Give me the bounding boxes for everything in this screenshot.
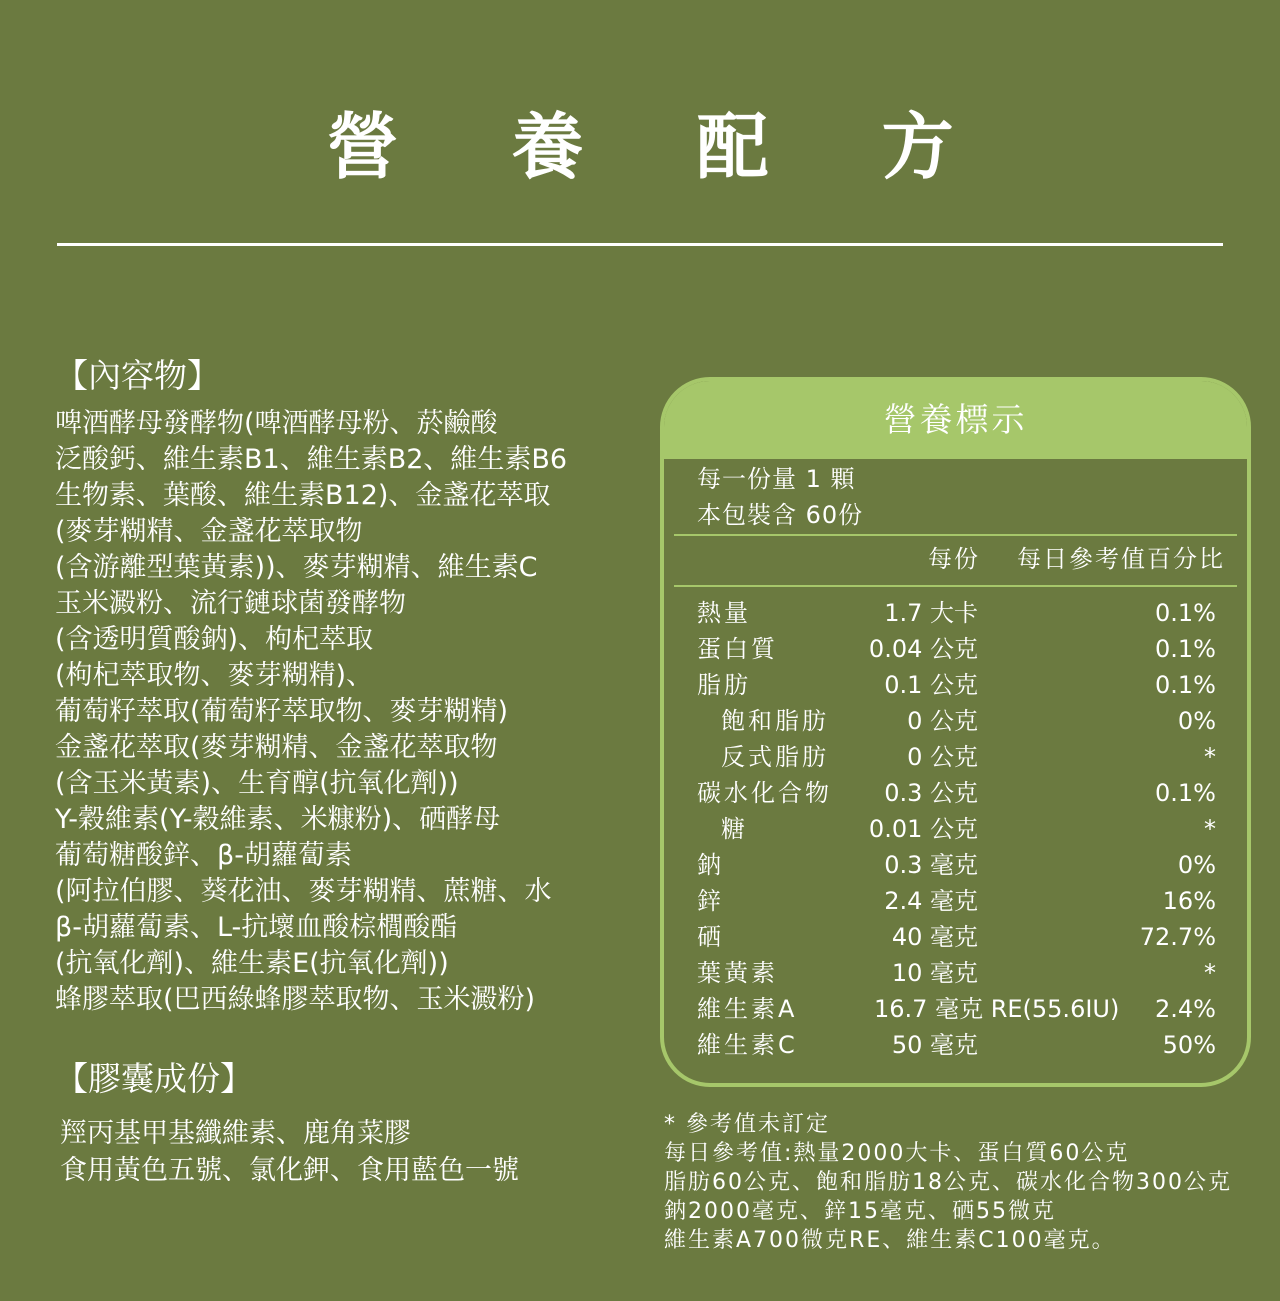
- daily-value-percent: 50%: [1162, 1031, 1216, 1059]
- nutrient-name: 飽和脂肪: [721, 707, 829, 735]
- nutrient-name: 維生素C: [697, 1031, 798, 1059]
- daily-value-percent: 0.1%: [1155, 779, 1216, 807]
- serving-size: 每一份量 1 顆: [697, 465, 856, 493]
- col-per-serving: 每份: [928, 545, 980, 573]
- page-title: 營 養 配 方: [326, 105, 998, 189]
- daily-value-percent: 0.1%: [1155, 671, 1216, 699]
- panel-divider-top: [674, 534, 1237, 536]
- per-serving-value: 2.4 毫克: [884, 887, 978, 915]
- nutrient-name: 維生素A: [697, 995, 798, 1023]
- per-serving-value: 50 毫克: [891, 1031, 978, 1059]
- nutrient-name: 葉黃素: [697, 959, 778, 987]
- nutrient-name: 熱量: [697, 599, 751, 627]
- nutrition-rows: [664, 595, 1247, 1063]
- nutrition-panel: [660, 377, 1251, 1087]
- daily-value-percent: 0%: [1177, 851, 1216, 879]
- nutrient-name: 脂肪: [697, 671, 751, 699]
- nutrition-row: [664, 811, 1247, 847]
- daily-value-percent: 0.1%: [1155, 599, 1216, 627]
- servings-per-package: 本包裝含 60份: [697, 501, 864, 529]
- nutrient-name: 蛋白質: [697, 635, 778, 663]
- per-serving-value: 0.1 公克: [884, 671, 978, 699]
- nutrition-row: [664, 703, 1247, 739]
- nutrient-name: 碳水化合物: [697, 779, 832, 807]
- daily-value-percent: *: [1204, 815, 1216, 843]
- daily-value-percent: *: [1204, 743, 1216, 771]
- daily-value-percent: 72.7%: [1139, 923, 1216, 951]
- daily-value-percent: 0%: [1177, 707, 1216, 735]
- per-serving-value: 0 公克: [907, 743, 978, 771]
- per-serving-value: 16.7 毫克 RE(55.6IU): [874, 995, 1120, 1023]
- contents-heading: 【內容物】: [55, 356, 220, 395]
- nutrition-row: [664, 1027, 1247, 1063]
- nutrition-row: [664, 991, 1247, 1027]
- nutrient-name: 鈉: [697, 851, 724, 879]
- nutrition-panel-header: 營養標示: [664, 381, 1247, 459]
- per-serving-value: 0 公克: [907, 707, 978, 735]
- daily-value-percent: 2.4%: [1155, 995, 1216, 1023]
- nutrient-name: 硒: [697, 923, 724, 951]
- nutrition-row: [664, 847, 1247, 883]
- nutrition-row: [664, 919, 1247, 955]
- nutrition-row: [664, 775, 1247, 811]
- panel-divider-bottom: [674, 585, 1237, 587]
- col-daily-value: 每日參考值百分比: [1017, 545, 1225, 573]
- per-serving-value: 40 毫克: [891, 923, 978, 951]
- nutrition-row: [664, 631, 1247, 667]
- per-serving-value: 1.7 大卡: [884, 599, 978, 627]
- per-serving-value: 10 毫克: [891, 959, 978, 987]
- capsule-heading: 【膠囊成份】: [55, 1059, 253, 1098]
- per-serving-value: 0.01 公克: [868, 815, 978, 843]
- serving-info: [697, 461, 863, 533]
- nutrition-row: [664, 595, 1247, 631]
- daily-value-percent: 16%: [1162, 887, 1216, 915]
- per-serving-value: 0.3 公克: [884, 779, 978, 807]
- nutrient-name: 糖: [721, 815, 748, 843]
- nutrient-name: 反式脂肪: [721, 743, 829, 771]
- title-divider: [57, 243, 1223, 246]
- per-serving-value: 0.3 毫克: [884, 851, 978, 879]
- nutrition-row: [664, 667, 1247, 703]
- contents-text: 啤酒酵母發酵物(啤酒酵母粉、菸鹼酸 泛酸鈣、維生素B1、維生素B2、維生素B6 生物素、葉酸、維生素B12)、金盞花萃取 (麥芽糊精、金盞花萃取物 (含游離型葉黃素))、麥芽糊精、維生素C 玉米澱粉、流行鏈球菌發酵物 (含透明質酸鈉)、枸杞萃取 (枸杞萃取物、麥芽糊精)、 葡萄籽萃取(葡萄籽萃取物、麥芽糊精) 金盞花萃取(麥芽糊精、金盞花萃取物 (含玉米黃素)、生育醇(抗氧化劑)) Y-穀維素(Y-穀維素、米糠粉)、硒酵母 葡萄糖酸鋅、β-胡蘿蔔素 (阿拉伯膠、葵花油、麥芽糊精、蔗糖、水 β-胡蘿蔔素、L-抗壞血酸棕櫚酸酯 (抗氧化劑)、維生素E(抗氧化劑)) 蜂膠萃取(巴西綠蜂膠萃取物、玉米澱粉): [55, 408, 568, 1015]
- contents-section: [55, 352, 655, 1018]
- per-serving-value: 0.04 公克: [868, 635, 978, 663]
- footnote: * 參考值未訂定 每日參考值:熱量2000大卡、蛋白質60公克 脂肪60公克、飽和脂肪18公克、碳水化合物300公克 鈉2000毫克、鋅15毫克、硒55微克 維生素A700微克RE、維生素C100毫克。: [664, 1112, 1232, 1253]
- daily-value-percent: *: [1204, 959, 1216, 987]
- nutrition-row: [664, 883, 1247, 919]
- nutrition-row: [664, 739, 1247, 775]
- capsule-text: 羥丙基甲基纖維素、鹿角菜膠 食用黃色五號、氯化鉀、食用藍色一號: [60, 1118, 519, 1186]
- nutrition-row: [664, 955, 1247, 991]
- nutrient-name: 鋅: [697, 887, 724, 915]
- daily-value-percent: 0.1%: [1155, 635, 1216, 663]
